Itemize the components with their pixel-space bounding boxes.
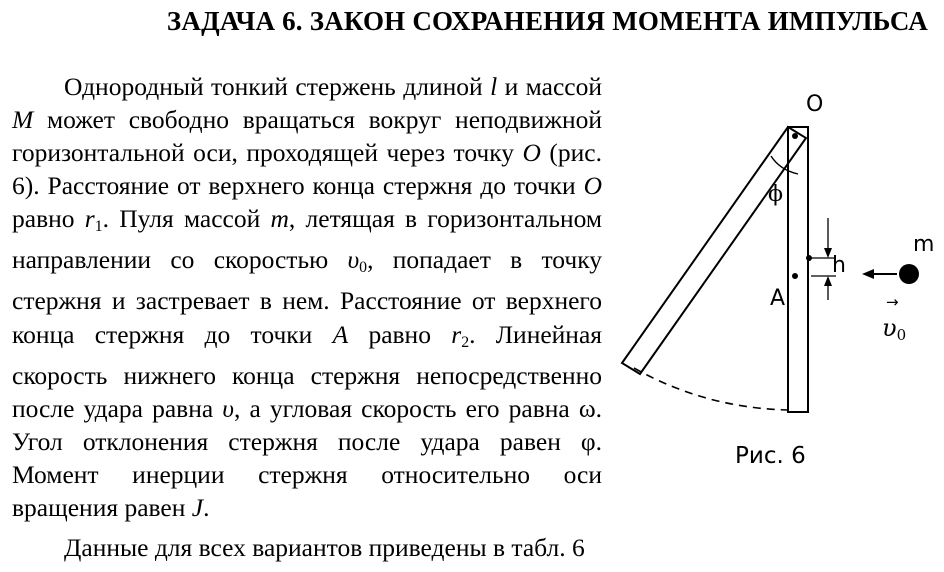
- problem-paragraph: Однородный тонкий стержень длиной l и массой M может свободно вращаться вокруг неподвижной горизонтальной оси, проходящей через точку O (рис. 6). Расстояние от верхнего конца стержня до точки O равно $r_1$. Пуля массой m, летящая в горизонтальном направлении со скоростью $\upsilon_0$, попадает в точку стержня и застревает в нем. Расстояние от верхнего конца стержня до точки A равно $r_2$. Линейная скорость нижнего конца стержня непосредственно после удара равна υ, а угловая скорость его равна ω. Угол отклонения стержня после удара равен φ. Момент инерции стержня относительно оси вращения равен J.: [12, 72, 602, 522]
- problem-text: [12, 70, 602, 524]
- pivot-point: [792, 133, 798, 139]
- label-o: O: [806, 92, 824, 117]
- rod-vertical: [788, 127, 808, 412]
- h-arrow-top-head: [824, 248, 832, 258]
- label-v0: $\upsilon_0$: [882, 314, 907, 344]
- label-vector-arrow: →: [886, 293, 899, 311]
- label-h: h: [832, 253, 846, 278]
- angle-arc: [771, 156, 798, 174]
- page-title: ЗАДАЧА 6. ЗАКОН СОХРАНЕНИЯ МОМЕНТА ИМПУЛЬСА: [166, 6, 928, 36]
- figure-6: [620, 92, 944, 480]
- label-a: A: [770, 286, 786, 311]
- bullet: [899, 264, 919, 284]
- figure-caption: Рис. 6: [735, 443, 806, 469]
- table-reference-line: Данные для всех вариантов приведены в табл. 6: [64, 533, 585, 562]
- point-a: [792, 273, 798, 279]
- trajectory-arc: [634, 368, 788, 410]
- label-phi: ϕ: [768, 182, 783, 207]
- label-m: m: [913, 232, 935, 257]
- velocity-arrow-head: [862, 269, 874, 279]
- h-arrow-bottom-head: [824, 276, 832, 286]
